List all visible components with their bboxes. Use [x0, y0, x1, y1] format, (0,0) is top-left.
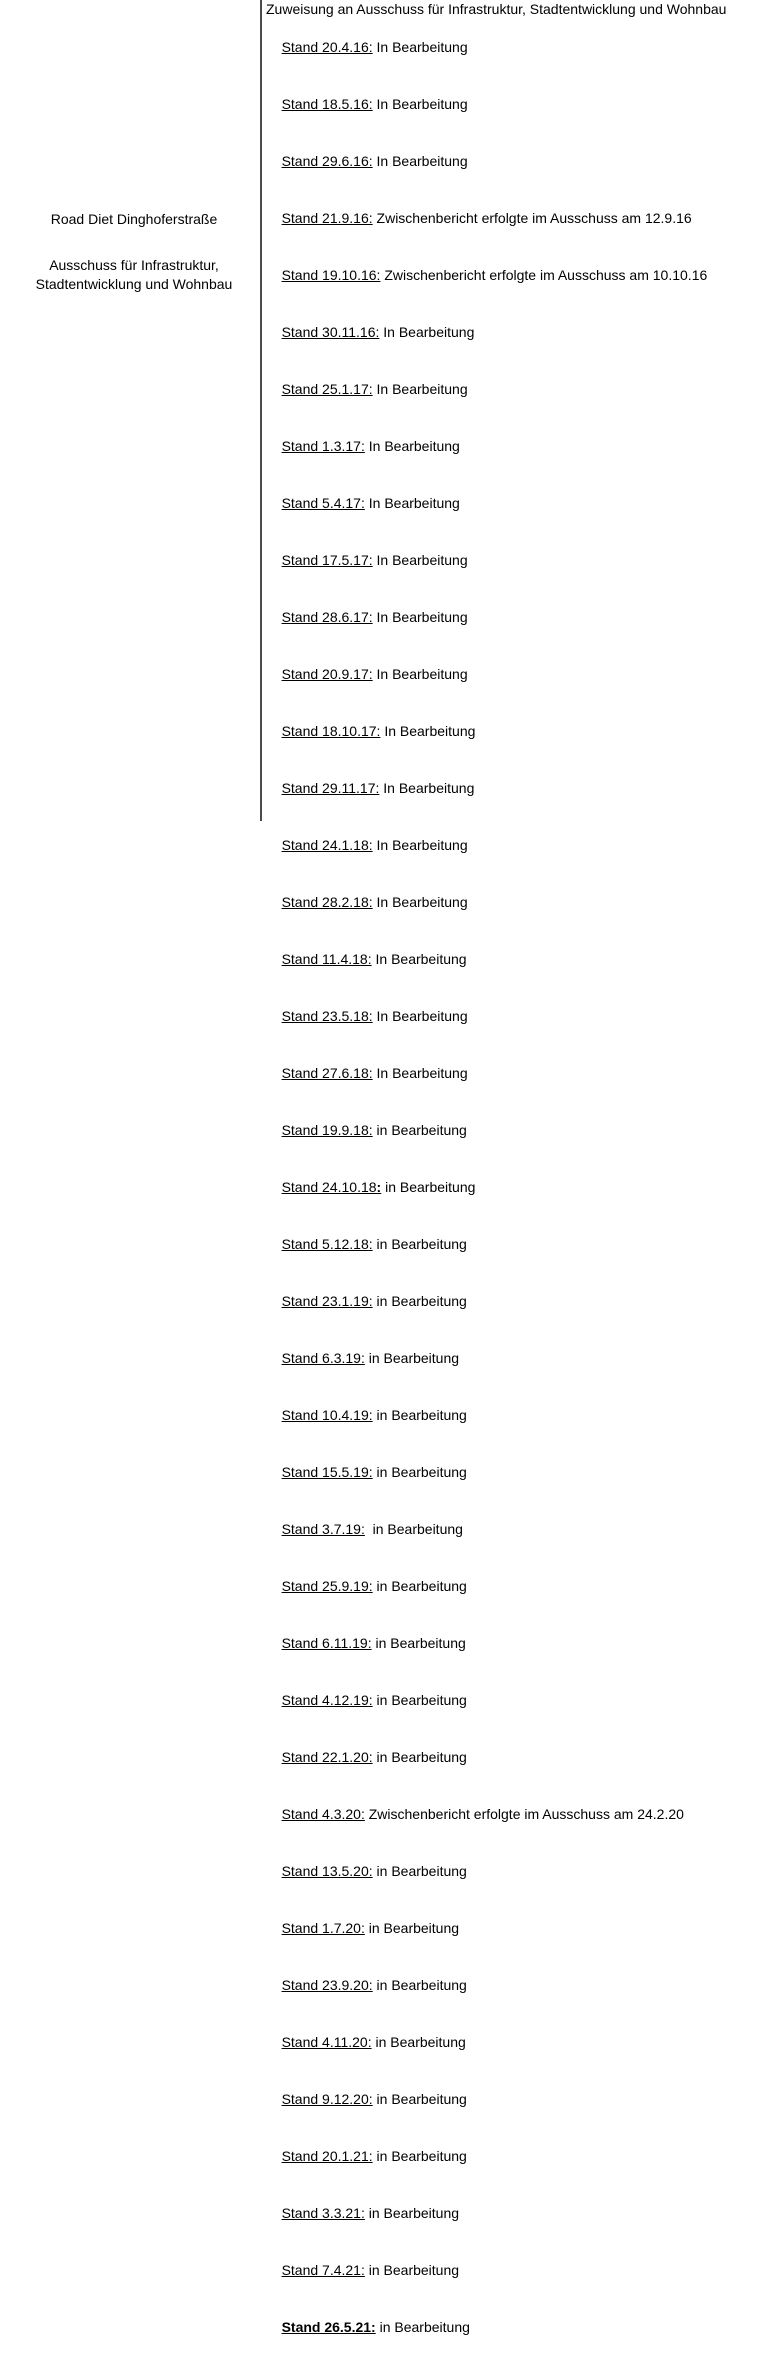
status-entry-date-label: Stand 25.9.19: — [281, 1578, 373, 1594]
status-entry-date-label: Stand 20.4.16: — [281, 39, 373, 55]
status-entry — [266, 304, 770, 361]
status-entry-date-label: Stand 30.11.16: — [281, 324, 380, 340]
status-entry-date-label: Stand 24.10.18: — [281, 1179, 382, 1195]
status-entry — [266, 931, 770, 988]
status-entry-date-label: Stand 5.12.18: — [281, 1236, 373, 1252]
status-entry-status: in Bearbeitung — [371, 2034, 466, 2050]
status-entry-date-label: Stand 3.7.19: — [281, 1521, 365, 1537]
status-entry — [266, 703, 770, 760]
status-entry-date-label: Stand 4.11.20: — [281, 2034, 372, 2050]
status-entry-status: Zwischenbericht erfolgte im Ausschuss am 10.10.16 — [380, 267, 708, 283]
status-entry-status: In Bearbeitung — [379, 780, 475, 796]
status-entry — [266, 532, 770, 589]
status-entry-date-label: Stand 15.5.19: — [281, 1464, 373, 1480]
status-entry-date-label: Stand 1.3.17: — [281, 438, 365, 454]
status-entry-date-label: Stand 18.5.16: — [281, 96, 373, 112]
status-entry-status: in Bearbeitung — [364, 2262, 460, 2278]
bold-colon: : — [376, 1179, 382, 1195]
status-entry-status: in Bearbeitung — [364, 1350, 460, 1366]
status-entry-date-label: Stand 19.9.18: — [281, 1122, 373, 1138]
status-entry — [266, 190, 770, 247]
status-entry-date-label: Stand 24.1.18: — [281, 837, 373, 853]
status-entry-status: In Bearbeitung — [380, 723, 476, 739]
status-entry-status: In Bearbeitung — [372, 837, 468, 853]
status-entry — [266, 2071, 770, 2128]
status-entry — [266, 760, 770, 817]
status-entry-date-label: Stand 1.7.20: — [281, 1920, 365, 1936]
status-entry-date-label: Stand 21.9.16: — [281, 210, 373, 226]
status-entry — [266, 1672, 770, 1729]
status-entry-status: In Bearbeitung — [364, 438, 460, 454]
status-entry-status: in Bearbeitung — [372, 1236, 467, 1252]
status-entry-date-label: Stand 5.4.17: — [281, 495, 365, 511]
status-entry — [266, 133, 770, 190]
status-entry-date-label: Stand 4.12.19: — [281, 1692, 373, 1708]
status-entry — [266, 2185, 770, 2242]
status-entry-status: In Bearbeitung — [371, 951, 467, 967]
status-entry-status: Zwischenbericht erfolgte im Ausschuss am 24.2.20 — [364, 1806, 684, 1822]
status-entry-status: in Bearbeitung — [372, 1863, 467, 1879]
status-entry — [266, 1273, 770, 1330]
status-entry-date-label: Stand 6.11.19: — [281, 1635, 372, 1651]
status-entry-date-label: Stand 29.6.16: — [281, 153, 373, 169]
status-entry-status: In Bearbeitung — [372, 894, 468, 910]
status-entry — [266, 1330, 770, 1387]
status-entry-status: in Bearbeitung — [371, 1635, 466, 1651]
status-entry — [266, 247, 770, 304]
status-entry-status: in Bearbeitung — [372, 2148, 467, 2164]
status-entry — [266, 2014, 770, 2071]
status-entry — [266, 1615, 770, 1672]
status-entry-status: in Bearbeitung — [372, 1293, 467, 1309]
status-entry — [266, 2128, 770, 2185]
status-entry-status: in Bearbeitung — [364, 1920, 460, 1936]
status-entry — [266, 19, 770, 76]
status-entry — [266, 1444, 770, 1501]
status-entry-status: in Bearbeitung — [364, 2205, 460, 2221]
status-entry-status: In Bearbeitung — [372, 96, 468, 112]
status-entry-date-label: Stand 7.4.21: — [281, 2262, 365, 2278]
status-entry-date-label: Stand 25.1.17: — [281, 381, 373, 397]
committee-name: Ausschuss für Infrastruktur, Stadtentwicklung und Wohnbau — [35, 257, 233, 292]
status-entry-status: In Bearbeitung — [372, 552, 468, 568]
status-entry-status: In Bearbeitung — [364, 495, 460, 511]
status-entry — [266, 1786, 770, 1843]
status-entry-date-label: Stand 6.3.19: — [281, 1350, 365, 1366]
status-entry — [266, 418, 770, 475]
status-entry-date-label: Stand 9.12.20: — [281, 2091, 373, 2107]
status-entry — [266, 1159, 770, 1216]
status-entry — [266, 1501, 770, 1558]
status-entry-status: in Bearbeitung — [372, 1122, 467, 1138]
status-entry-status: In Bearbeitung — [372, 666, 468, 682]
status-entry — [266, 1387, 770, 1444]
status-entry-date-label: Stand 29.11.17: — [281, 780, 380, 796]
status-entry-status: in Bearbeitung — [372, 1578, 467, 1594]
status-entry-status: In Bearbeitung — [372, 1008, 468, 1024]
status-entry-date-label: Stand 3.3.21: — [281, 2205, 365, 2221]
status-entry-date-label: Stand 11.4.18: — [281, 951, 372, 967]
status-entry — [266, 988, 770, 1045]
status-entry — [266, 1843, 770, 1900]
status-entry-date-label: Stand 13.5.20: — [281, 1863, 373, 1879]
left-column — [0, 0, 260, 825]
status-entry-status: In Bearbeitung — [372, 1065, 468, 1081]
status-entry — [266, 874, 770, 931]
status-entry-status: In Bearbeitung — [372, 153, 468, 169]
status-entry — [266, 646, 770, 703]
status-entry-date-label: Stand 28.6.17: — [281, 609, 373, 625]
status-entry-date-label: Stand 20.1.21: — [281, 2148, 373, 2164]
status-entry — [266, 2242, 770, 2299]
status-entry-date-label: Stand 18.10.17: — [281, 723, 381, 739]
status-entry-date-label: Stand 23.9.20: — [281, 1977, 373, 1993]
status-entry-list — [266, 19, 770, 2356]
status-entry — [266, 1045, 770, 1102]
status-entry — [266, 1957, 770, 2014]
status-entry — [266, 475, 770, 532]
status-entry-status: in Bearbeitung — [372, 1464, 467, 1480]
status-entry-status: in Bearbeitung — [381, 1179, 476, 1195]
status-entry-status: In Bearbeitung — [372, 39, 468, 55]
status-entry-date-label: Stand 28.2.18: — [281, 894, 373, 910]
status-entry — [266, 2299, 770, 2356]
status-entry-status: in Bearbeitung — [375, 2319, 470, 2335]
project-title: Road Diet Dinghoferstraße — [50, 211, 218, 227]
status-entry-date-label: Stand 10.4.19: — [281, 1407, 373, 1423]
status-entry-status: in Bearbeitung — [372, 1692, 467, 1708]
status-entry-date-label: Stand 23.5.18: — [281, 1008, 373, 1024]
status-entry — [266, 1729, 770, 1786]
status-entry-status: In Bearbeitung — [379, 324, 475, 340]
assignment-heading: Zuweisung an Ausschuss für Infrastruktur, Stadtentwicklung und Wohnbau — [266, 1, 727, 17]
status-entry-date-label: Stand 17.5.17: — [281, 552, 373, 568]
status-entry — [266, 589, 770, 646]
status-entry — [266, 361, 770, 418]
status-entry — [266, 1900, 770, 1957]
status-entry-status: In Bearbeitung — [372, 381, 468, 397]
status-entry-status: Zwischenbericht erfolgte im Ausschuss am 12.9.16 — [372, 210, 692, 226]
status-entry-date-label: Stand 23.1.19: — [281, 1293, 373, 1309]
status-entry-status: in Bearbeitung — [372, 1977, 467, 1993]
right-column — [262, 0, 770, 2335]
status-entry — [266, 1558, 770, 1615]
status-entry-status: in Bearbeitung — [372, 1407, 467, 1423]
status-entry — [266, 1216, 770, 1273]
status-entry-date-label: Stand 19.10.16: — [281, 267, 381, 283]
status-entry-date-label: Stand 27.6.18: — [281, 1065, 373, 1081]
status-entry — [266, 1102, 770, 1159]
status-entry-date-label: Stand 22.1.20: — [281, 1749, 373, 1765]
status-entry-date-label: Stand 20.9.17: — [281, 666, 373, 682]
status-entry-status: In Bearbeitung — [372, 609, 468, 625]
status-entry-status: in Bearbeitung — [364, 1521, 463, 1537]
status-entry — [266, 76, 770, 133]
status-entry-date-label: Stand 4.3.20: — [281, 1806, 365, 1822]
status-entry-status: in Bearbeitung — [372, 2091, 467, 2107]
status-entry — [266, 817, 770, 874]
status-entry-date-label: Stand 26.5.21: — [281, 2319, 376, 2335]
status-entry-status: in Bearbeitung — [372, 1749, 467, 1765]
